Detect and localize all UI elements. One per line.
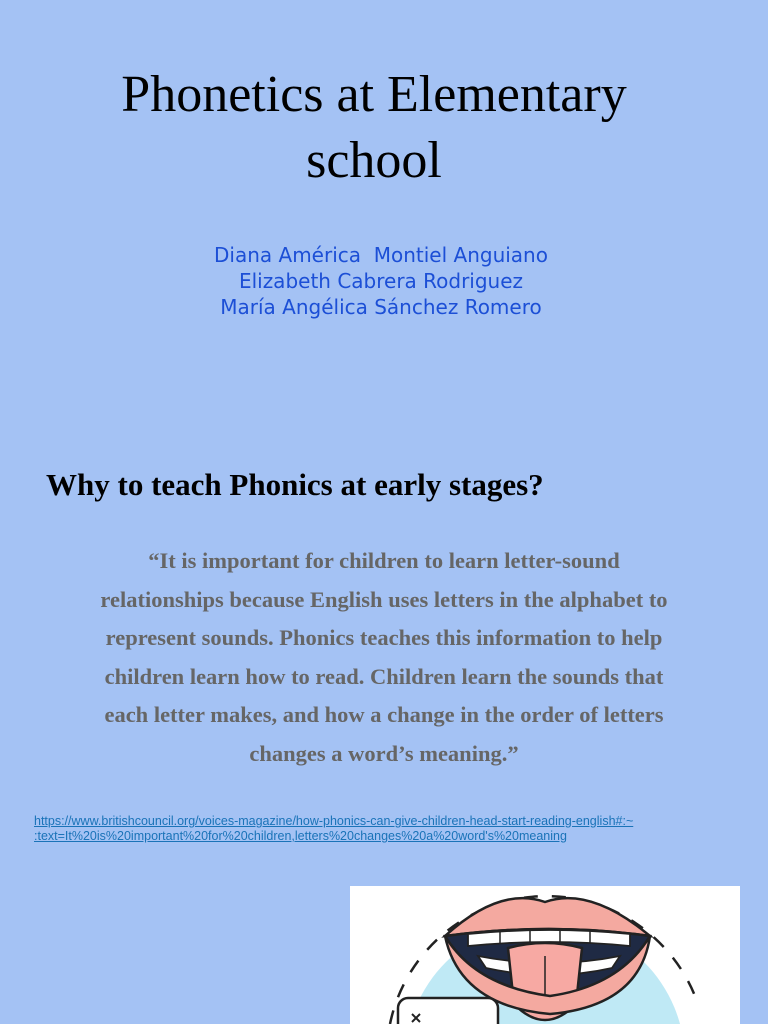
source-link-line-2: :text=It%20is%20important%20for%20children,letters%20changes%20a%20word's%20meaning bbox=[34, 829, 567, 843]
author-list bbox=[80, 242, 682, 320]
section-question-heading: Why to teach Phonics at early stages? bbox=[46, 467, 544, 502]
quote-line: changes a word’s meaning.” bbox=[249, 740, 519, 766]
author-name: María Angélica Sánchez Romero bbox=[220, 295, 542, 319]
quote-line: “It is important for children to learn letter-sound bbox=[148, 548, 620, 573]
title-line-1: Phonetics at Elementary bbox=[121, 66, 627, 123]
slide-title bbox=[40, 62, 708, 194]
quote-line: each letter makes, and how a change in the order of letters bbox=[104, 702, 664, 727]
author-name: Diana América Montiel Anguiano bbox=[214, 243, 548, 267]
mouth-illustration-card bbox=[350, 886, 740, 1024]
mouth-tongue-icon bbox=[350, 886, 740, 1024]
quote-block bbox=[28, 542, 740, 773]
quote-line: represent sounds. Phonics teaches this information to help bbox=[105, 625, 663, 650]
source-link[interactable] bbox=[34, 814, 764, 844]
quote-line: children learn how to read. Children learn the sounds that bbox=[104, 663, 664, 689]
title-line-2: school bbox=[306, 132, 442, 189]
source-link-line-1: https://www.britishcouncil.org/voices-magazine/how-phonics-can-give-children-head-start-reading-english#:~ bbox=[34, 814, 634, 828]
quote-line: relationships because English uses letters in the alphabet to bbox=[100, 586, 668, 612]
author-name: Elizabeth Cabrera Rodriguez bbox=[238, 269, 524, 293]
